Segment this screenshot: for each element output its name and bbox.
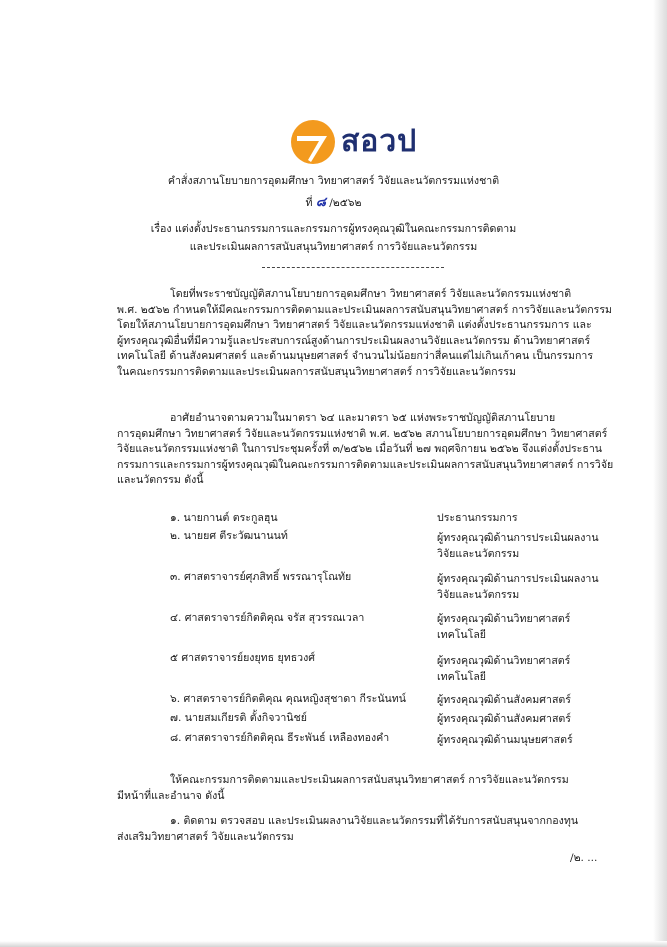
member-name: ๓. ศาสตราจารย์ศุภสิทธิ์ พรรณารุโณทัย: [170, 571, 352, 583]
paragraph-line: การอุดมศึกษา วิทยาศาสตร์ วิจัยและนวัตกรรมแห่งชาติ พ.ศ. ๒๕๖๒ สภานโยบายการอุดมศึกษา วิทยาศาสตร์: [117, 427, 608, 440]
page-edge-shadow: [653, 0, 667, 947]
divider: [262, 267, 444, 268]
paragraph-line: ให้คณะกรรมการติดตามและประเมินผลการสนับสนุนวิทยาศาสตร์ การวิจัยและนวัตกรรม: [170, 774, 569, 786]
logo-text: สอวป: [341, 124, 418, 159]
paragraph-line: พ.ศ. ๒๕๖๒ กำหนดให้มีคณะกรรมการติดตามและประเมินผลการสนับสนุนวิทยาศาสตร์ การวิจัยและนวัตกรรม: [117, 303, 613, 316]
logo-mark-icon: [289, 118, 337, 166]
handwritten-number: ๘: [315, 195, 326, 210]
member-role: [437, 733, 637, 749]
paragraph-line: ผู้ทรงคุณวุฒิอื่นที่มีความรู้และประสบการณ์สูงด้านการประเมินผลงานวิจัยและนวัตกรรม ด้านวิทยาศาสตร์: [117, 334, 591, 347]
paragraph-4: [117, 814, 627, 845]
member-role-line: เทคโนโลยี: [437, 628, 487, 641]
member-name: ๒. นายยศ ตีระวัฒนานนท์: [170, 530, 288, 542]
member-role: [437, 612, 637, 643]
member-role-line: ประธานกรรมการ: [437, 512, 518, 524]
member-role: [437, 531, 637, 562]
paragraph-3: [117, 773, 627, 804]
order-number: [0, 195, 667, 212]
paragraph-line: กรรมการและกรรมการผู้ทรงคุณวุฒิในคณะกรรมการติดตามและประเมินผลการสนับสนุนวิทยาศาสตร์ การวิจัย: [117, 458, 614, 471]
logo: [289, 118, 417, 166]
paragraph-line: ส่งเสริมวิทยาศาสตร์ วิจัยและนวัตกรรม: [117, 830, 294, 843]
number-prefix: ที่: [305, 197, 313, 209]
paragraph-line: อาศัยอำนาจตามความในมาตรา ๖๔ และมาตรา ๖๕ แห่งพระราชบัญญัติสภานโยบาย: [170, 412, 556, 424]
member-role: [437, 572, 637, 603]
paragraph-line: ในคณะกรรมการติดตามและประเมินผลการสนับสนุนวิทยาศาสตร์ การวิจัยและนวัตกรรม: [117, 365, 516, 378]
member-role-line: วิจัยและนวัตกรรม: [437, 547, 520, 560]
paragraph-line: ๑. ติดตาม ตรวจสอบ และประเมินผลงานวิจัยและนวัตกรรมที่ได้รับการสนับสนุนจากกองทุน: [170, 815, 579, 827]
member-role-line: ผู้ทรงคุณวุฒิด้านสังคมศาสตร์: [437, 713, 571, 725]
next-page-reference: /๒. ...: [570, 852, 598, 864]
paragraph-line: โดยที่พระราชบัญญัติสภานโยบายการอุดมศึกษา วิทยาศาสตร์ วิจัยและนวัตกรรมแห่งชาติ: [170, 288, 572, 300]
paragraph-line: เทคโนโลยี ด้านสังคมศาสตร์ และด้านมนุษยศาสตร์ จำนวนไม่น้อยกว่าสี่คนแต่ไม่เกินเก้าคน เป็นกรรมการ: [117, 350, 594, 363]
member-name: ๔. ศาสตราจารย์กิตติคุณ จรัส สุวรรณเวลา: [170, 612, 365, 624]
member-role-line: ผู้ทรงคุณวุฒิด้านมนุษยศาสตร์: [437, 734, 573, 746]
member-name: ๕ ศาสตราจารย์ยงยุทธ ยุทธวงศ์: [170, 652, 316, 664]
member-role: [437, 693, 637, 709]
member-role-line: ผู้ทรงคุณวุฒิด้านวิทยาศาสตร์: [437, 655, 571, 667]
member-role-line: ผู้ทรงคุณวุฒิด้านสังคมศาสตร์: [437, 694, 571, 706]
member-role-line: ผู้ทรงคุณวุฒิด้านการประเมินผลงาน: [437, 573, 599, 585]
subject-line-1: เรื่อง แต่งตั้งประธานกรรมการและกรรมการผู้ทรงคุณวุฒิในคณะกรรมการติดตาม: [150, 223, 517, 235]
subject-line-2: และประเมินผลการสนับสนุนวิทยาศาสตร์ การวิจัยและนวัตกรรม: [189, 241, 478, 253]
member-role: [437, 511, 637, 527]
order-title: คำสั่งสภานโยบายการอุดมศึกษา วิทยาศาสตร์ วิจัยและนวัตกรรมแห่งชาติ: [167, 175, 500, 187]
page-bottom-shadow: [0, 941, 667, 947]
paragraph-line: มีหน้าที่และอำนาจ ดังนี้: [117, 789, 225, 802]
member-role: [437, 654, 637, 685]
number-suffix: /๒๕๖๒: [329, 197, 362, 209]
member-name: ๑. นายกานต์ ตระกูลฮุน: [170, 512, 278, 524]
member-role: [437, 712, 637, 728]
paragraph-line: โดยให้สภานโยบายการอุดมศึกษา วิทยาศาสตร์ วิจัยและนวัตกรรมแห่งชาติ แต่งตั้งประธานกรรมการ และ: [117, 319, 592, 332]
paragraph-2: [117, 411, 627, 489]
member-role-line: เทคโนโลยี: [437, 670, 487, 683]
member-name: ๘. ศาสตราจารย์กิตติคุณ ธีระพันธ์ เหลืองทองคำ: [170, 732, 390, 744]
paragraph-1: [117, 287, 627, 381]
paragraph-line: และนวัตกรรม ดังนี้: [117, 474, 204, 487]
member-role-line: วิจัยและนวัตกรรม: [437, 588, 520, 601]
member-name: ๖. ศาสตราจารย์กิตติคุณ คุณหญิงสุชาดา กีระนันทน์: [170, 693, 407, 705]
member-name: ๗. นายสมเกียรติ ตั้งกิจวานิชย์: [170, 712, 307, 724]
paragraph-line: วิจัยและนวัตกรรมแห่งชาติ ในการประชุมครั้งที่ ๓/๒๕๖๒ เมื่อวันที่ ๒๗ พฤศจิกายน ๒๕๖๒ จึงแต่งตั้งประธาน: [117, 443, 603, 456]
member-role-line: ผู้ทรงคุณวุฒิด้านวิทยาศาสตร์: [437, 613, 571, 625]
member-role-line: ผู้ทรงคุณวุฒิด้านการประเมินผลงาน: [437, 532, 599, 544]
